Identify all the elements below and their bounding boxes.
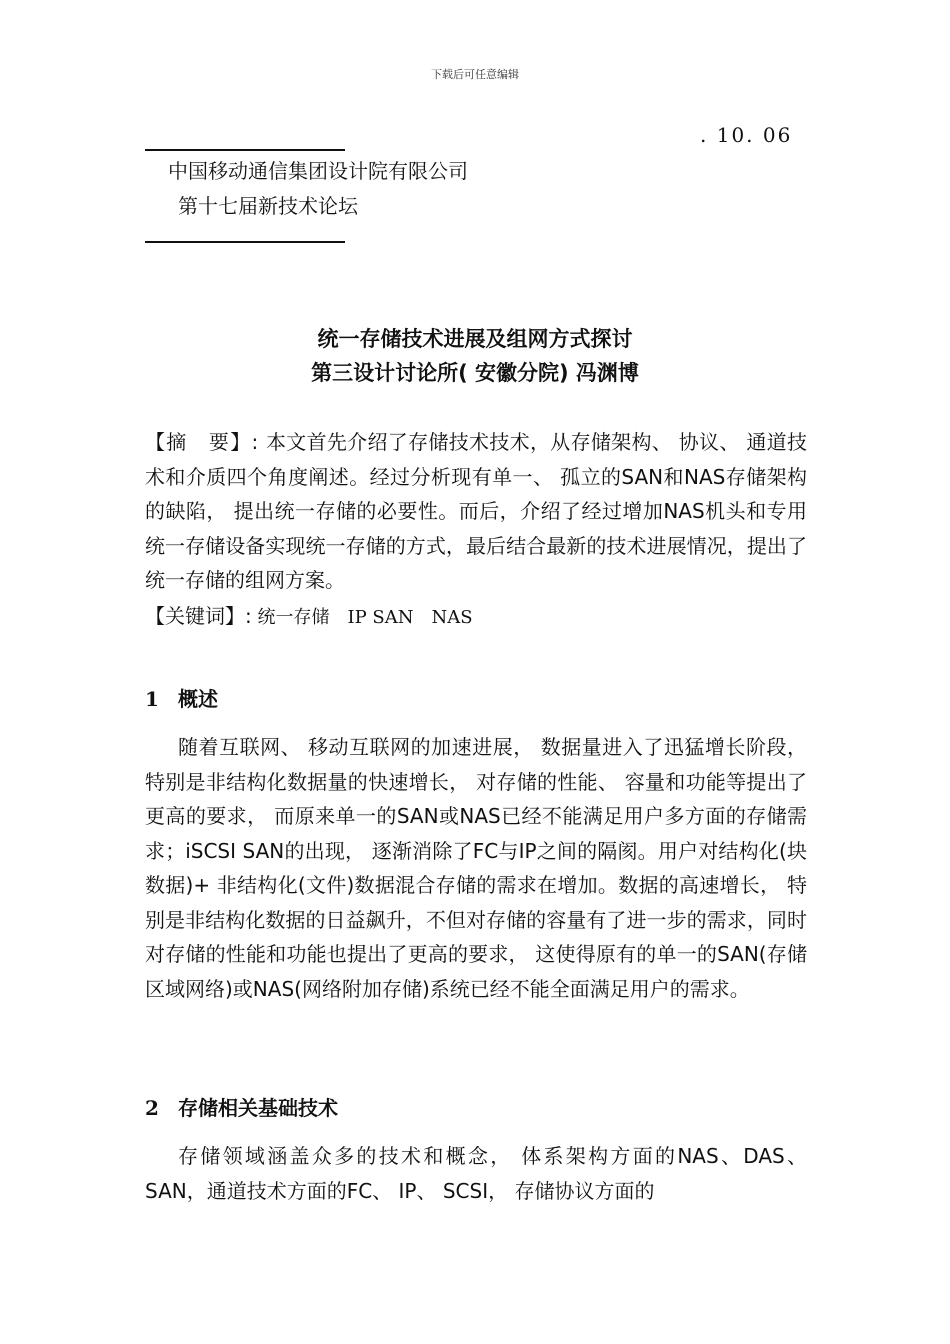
- masthead-top-rule: [145, 149, 345, 151]
- keywords-label: 【关键词】:: [145, 604, 252, 628]
- abstract-text: 本文首先介绍了存储技术技术，从存储架构、 协议、 通道技术和介质四个角度阐述。经过分析现有单一、 孤立的SAN和NAS存储架构的缺陷， 提出统一存储的必要性。而后，介绍了经过增加NAS机头和专用统一存储设备实现统一存储的方式，最后结合最新的技术进展情况，提出了统一存储的组网方案。: [145, 430, 807, 592]
- article-title: 统一存储技术进展及组网方式探讨: [317, 327, 633, 351]
- section-1-heading: [145, 684, 218, 714]
- section-1-title: 概述: [178, 687, 218, 711]
- masthead-bottom-rule: [145, 241, 345, 243]
- masthead-date: . 10. 06: [700, 123, 793, 147]
- page-header-note: 下载后可任意编辑: [431, 68, 519, 81]
- section-2-body: 存储领域涵盖众多的技术和概念， 体系架构方面的NAS、DAS、 SAN，通道技术方面的FC、 IP、 SCSI， 存储协议方面的: [145, 1144, 807, 1203]
- keywords-text: 统一存储 IP SAN NAS: [251, 607, 473, 628]
- section-2-heading: [145, 1093, 338, 1123]
- section-1-number: 1: [145, 687, 159, 711]
- masthead-company: 中国移动通信集团设计院有限公司: [168, 159, 468, 183]
- keywords-line: [145, 599, 807, 636]
- article-author-line: 第三设计讨论所( 安徽分院) 冯渊博: [311, 361, 639, 385]
- section-2-number: 2: [145, 1096, 159, 1120]
- article-title-block: [145, 322, 805, 390]
- section-2-title: 存储相关基础技术: [178, 1096, 338, 1120]
- abstract-label: 【摘 要】:: [145, 430, 260, 454]
- abstract-paragraph: [145, 425, 807, 598]
- section-1-body: 随着互联网、 移动互联网的加速进展， 数据量进入了迅猛增长阶段，特别是非结构化数据量的快速增长， 对存储的性能、 容量和功能等提出了更高的要求， 而原来单一的SAN或NAS已经不能满足用户多方面的存储需求；iSCSI SAN的出现， 逐渐消除了FC与IP之间的隔阂。用户对结构化(块数据)+ 非结构化(文件)数据混合存储的需求在增加。数据的高速增长， 特别是非结构化数据的日益飙升，不但对存储的容量有了进一步的需求，同时对存储的性能和功能也提出了更高的要求， 这使得原有的单一的SAN(存储区域网络)或NAS(网络附加存储)系统已经不能全面满足用户的需求。: [145, 735, 807, 1001]
- masthead-forum: 第十七届新技术论坛: [178, 194, 358, 218]
